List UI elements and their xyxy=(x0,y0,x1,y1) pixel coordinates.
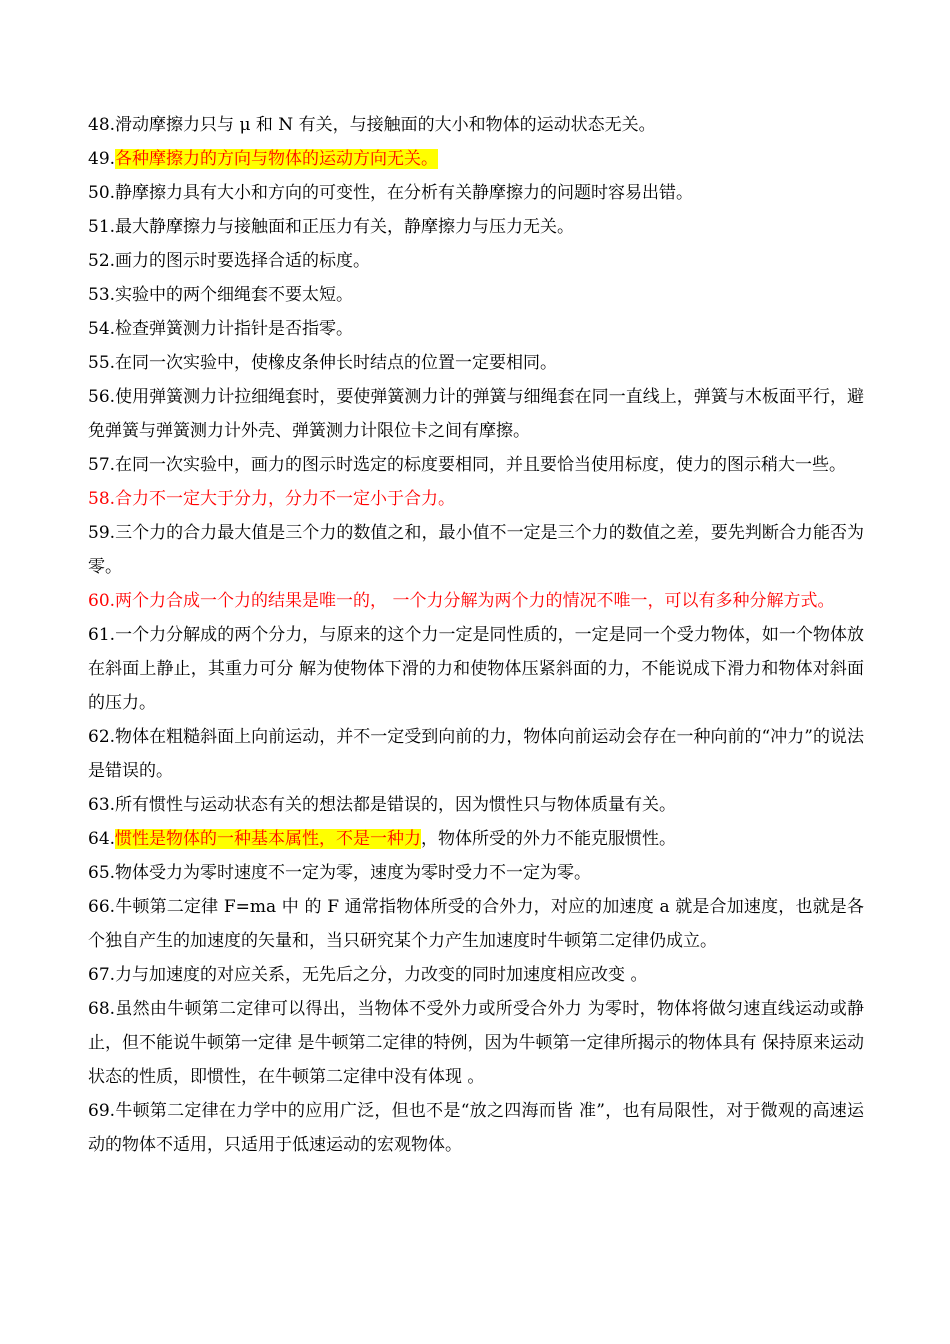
item-text: 滑动摩擦力只与 μ 和 N 有关，与接触面的大小和物体的运动状态无关。 xyxy=(115,115,656,135)
item-number: 68. xyxy=(88,999,116,1019)
item-number: 53. xyxy=(88,285,116,305)
item-number: 69. xyxy=(88,1101,116,1121)
item-number: 63. xyxy=(88,795,116,815)
item-number: 64. xyxy=(88,829,116,849)
list-item-61 xyxy=(88,618,864,720)
list-item-64 xyxy=(88,822,864,856)
item-number: 57. xyxy=(88,455,116,475)
list-item-66 xyxy=(88,890,864,958)
list-item-48 xyxy=(88,108,864,142)
list-item-53 xyxy=(88,278,864,312)
item-text: ，物体所受的外力不能克服惯性。 xyxy=(421,829,677,849)
list-item-56 xyxy=(88,380,864,448)
item-number: 67. xyxy=(88,965,116,985)
highlighted-text: 惯性是物体的一种基本属性，不是一种力 xyxy=(115,829,422,849)
item-text: 物体受力为零时速度不一定为零，速度为零时受力不一定为零。 xyxy=(115,863,592,883)
item-number: 60. xyxy=(88,591,116,611)
item-text: 牛顿第二定律在力学中的应用广泛，但也不是“放之四海而皆 准”，也有局限性，对于微观的高速运动的物体不适用，只适用于低速运动的宏观物体。 xyxy=(88,1101,864,1155)
item-number: 56. xyxy=(88,387,116,407)
item-number: 61. xyxy=(88,625,116,645)
list-item-49 xyxy=(88,142,864,176)
item-number: 58. xyxy=(88,489,116,509)
list-item-51 xyxy=(88,210,864,244)
list-item-63 xyxy=(88,788,864,822)
item-number: 52. xyxy=(88,251,116,271)
item-text: 最大静摩擦力与接触面和正压力有关，静摩擦力与压力无关。 xyxy=(115,217,575,237)
item-text: 实验中的两个细绳套不要太短。 xyxy=(115,285,354,305)
list-item-52 xyxy=(88,244,864,278)
item-number: 50. xyxy=(88,183,116,203)
list-item-59 xyxy=(88,516,864,584)
item-number: 66. xyxy=(88,897,116,917)
red-text: 两个力合成一个力的结果是唯一的， 一个力分解为两个力的情况不唯一，可以有多种分解方式。 xyxy=(115,591,835,611)
item-text: 画力的图示时要选择合适的标度。 xyxy=(115,251,371,271)
list-item-50 xyxy=(88,176,864,210)
item-number: 48. xyxy=(88,115,116,135)
item-text: 牛顿第二定律 F=ma 中 的 F 通常指物体所受的合外力，对应的加速度 a 就是合加速度，也就是各个独自产生的加速度的矢量和，当只研究某个力产生加速度时牛顿第二定律仍成立。 xyxy=(88,897,864,951)
item-text: 物体在粗糙斜面上向前运动，并不一定受到向前的力，物体向前运动会存在一种向前的“冲力”的说法是错误的。 xyxy=(88,727,864,781)
list-item-67 xyxy=(88,958,864,992)
red-text: 合力不一定大于分力，分力不一定小于合力。 xyxy=(115,489,456,509)
list-item-69 xyxy=(88,1094,864,1162)
list-item-54 xyxy=(88,312,864,346)
item-text: 检查弹簧测力计指针是否指零。 xyxy=(115,319,354,339)
item-number: 62. xyxy=(88,727,116,747)
item-number: 54. xyxy=(88,319,116,339)
item-text: 力与加速度的对应关系，无先后之分，力改变的同时加速度相应改变 。 xyxy=(115,965,648,985)
list-item-68 xyxy=(88,992,864,1094)
item-text: 在同一次实验中，使橡皮条伸长时结点的位置一定要相同。 xyxy=(115,353,558,373)
item-text: 虽然由牛顿第二定律可以得出，当物体不受外力或所受合外力 为零时，物体将做匀速直线运动或静止，但不能说牛顿第一定律 是牛顿第二定律的特例，因为牛顿第一定律所揭示的物体具有 保持原来运动状态的性质，即惯性，在牛顿第二定律中没有体现 。 xyxy=(88,999,864,1087)
item-number: 65. xyxy=(88,863,116,883)
list-item-57 xyxy=(88,448,864,482)
item-text: 静摩擦力具有大小和方向的可变性，在分析有关静摩擦力的问题时容易出错。 xyxy=(115,183,694,203)
item-text: 所有惯性与运动状态有关的想法都是错误的，因为惯性只与物体质量有关。 xyxy=(115,795,677,815)
list-item-60 xyxy=(88,584,864,618)
item-text: 一个力分解成的两个分力，与原来的这个力一定是同性质的，一定是同一个受力物体，如一个物体放在斜面上静止，其重力可分 解为使物体下滑的力和使物体压紧斜面的力，不能说成下滑力和物体对斜面的压力。 xyxy=(88,625,864,713)
item-number: 49. xyxy=(88,149,116,169)
document-page xyxy=(88,108,864,1162)
item-text: 使用弹簧测力计拉细绳套时，要使弹簧测力计的弹簧与细绳套在同一直线上，弹簧与木板面平行，避免弹簧与弹簧测力计外壳、弹簧测力计限位卡之间有摩擦。 xyxy=(88,387,864,441)
item-number: 59. xyxy=(88,523,116,543)
list-item-58 xyxy=(88,482,864,516)
list-item-62 xyxy=(88,720,864,788)
item-number: 55. xyxy=(88,353,116,373)
highlighted-text: 各种摩擦力的方向与物体的运动方向无关。 xyxy=(115,149,439,169)
item-number: 51. xyxy=(88,217,116,237)
item-text: 三个力的合力最大值是三个力的数值之和，最小值不一定是三个力的数值之差，要先判断合力能否为零。 xyxy=(88,523,864,577)
list-item-65 xyxy=(88,856,864,890)
item-text: 在同一次实验中，画力的图示时选定的标度要相同，并且要恰当使用标度，使力的图示稍大一些。 xyxy=(115,455,847,475)
list-item-55 xyxy=(88,346,864,380)
